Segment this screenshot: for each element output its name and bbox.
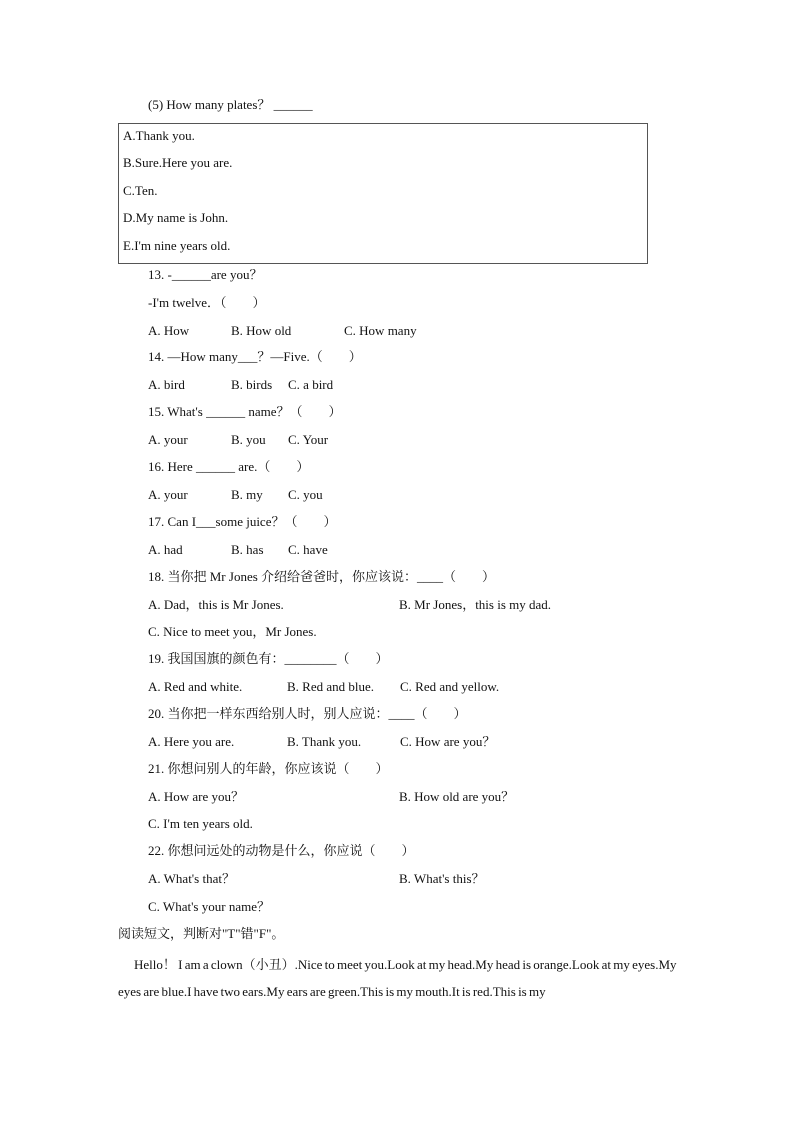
q19-stem: 19. 我国国旗的颜色有：________（ ） <box>148 651 389 666</box>
q18-option-c: C. Nice to meet you，Mr Jones. <box>148 624 317 639</box>
q19-option-c: C. Red and yellow. <box>400 679 500 694</box>
q14-option-c: C. a bird <box>288 377 334 392</box>
question-5: (5) How many plates？ ______ <box>148 97 313 112</box>
q16-option-a: A. your <box>148 487 188 502</box>
q17-option-a: A. had <box>148 542 183 557</box>
box-option-e: E.I'm nine years old. <box>123 238 231 253</box>
q13-stem-reply: -I'm twelve．（ ） <box>148 295 266 310</box>
q18-option-a: A. Dad，this is Mr Jones. <box>148 597 284 612</box>
answer-options-box <box>118 123 648 264</box>
reading-passage: Hello！ I am a clown（小丑）.Nice to meet you.Look at my head.My head is orange.Look at my eyes.My eyes are blue.I have two ears.My ears are green.This is my mouth.It is red.This is my <box>118 957 677 999</box>
q13-stem: 13. -______are you？ <box>148 267 263 282</box>
q14-option-a: A. bird <box>148 377 185 392</box>
q15-stem: 15. What's ______ name？（ ） <box>148 404 342 419</box>
q16-option-b: B. my <box>231 487 263 502</box>
q17-stem: 17. Can I___some juice？（ ） <box>148 514 337 529</box>
q21-option-b: B. How old are you？ <box>399 789 515 804</box>
q20-option-c: C. How are you？ <box>400 734 496 749</box>
q20-option-b: B. Thank you. <box>287 734 362 749</box>
q13-option-a: A. How <box>148 323 190 338</box>
q21-option-a: A. How are you？ <box>148 789 245 804</box>
reading-heading: 阅读短文，判断对"T"错"F"。 <box>118 926 285 941</box>
q13-option-c: C. How many <box>344 323 417 338</box>
q22-option-a: A. What's that？ <box>148 871 235 886</box>
q20-stem: 20. 当你把一样东西给别人时，别人应说：____（ ） <box>148 706 467 721</box>
q16-option-c: C. you <box>288 487 323 502</box>
q13-option-b: B. How old <box>231 323 292 338</box>
q16-stem: 16. Here ______ are.（ ） <box>148 459 310 474</box>
q22-stem: 22. 你想问远处的动物是什么，你应说（ ） <box>148 843 415 858</box>
q19-option-a: A. Red and white. <box>148 679 243 694</box>
q21-option-c: C. I'm ten years old. <box>148 816 253 831</box>
q21-stem: 21. 你想问别人的年龄，你应该说（ ） <box>148 761 389 776</box>
q22-option-c: C. What's your name？ <box>148 899 270 914</box>
q18-option-b: B. Mr Jones，this is my dad. <box>399 597 552 612</box>
q18-stem: 18. 当你把 Mr Jones 介绍给爸爸时，你应该说：____（ ） <box>148 569 496 584</box>
box-option-d: D.My name is John. <box>123 210 229 225</box>
box-option-a: A.Thank you. <box>123 128 195 143</box>
q14-stem: 14. —How many___？—Five.（ ） <box>148 349 362 364</box>
q17-option-b: B. has <box>231 542 264 557</box>
q15-option-a: A. your <box>148 432 188 447</box>
q20-option-a: A. Here you are. <box>148 734 235 749</box>
box-option-c: C.Ten. <box>123 183 158 198</box>
q19-option-b: B. Red and blue. <box>287 679 375 694</box>
q15-option-b: B. you <box>231 432 266 447</box>
q15-option-c: C. Your <box>288 432 329 447</box>
q17-option-c: C. have <box>288 542 328 557</box>
box-option-b: B.Sure.Here you are. <box>123 155 233 170</box>
q14-option-b: B. birds <box>231 377 273 392</box>
q22-option-b: B. What's this？ <box>399 871 485 886</box>
